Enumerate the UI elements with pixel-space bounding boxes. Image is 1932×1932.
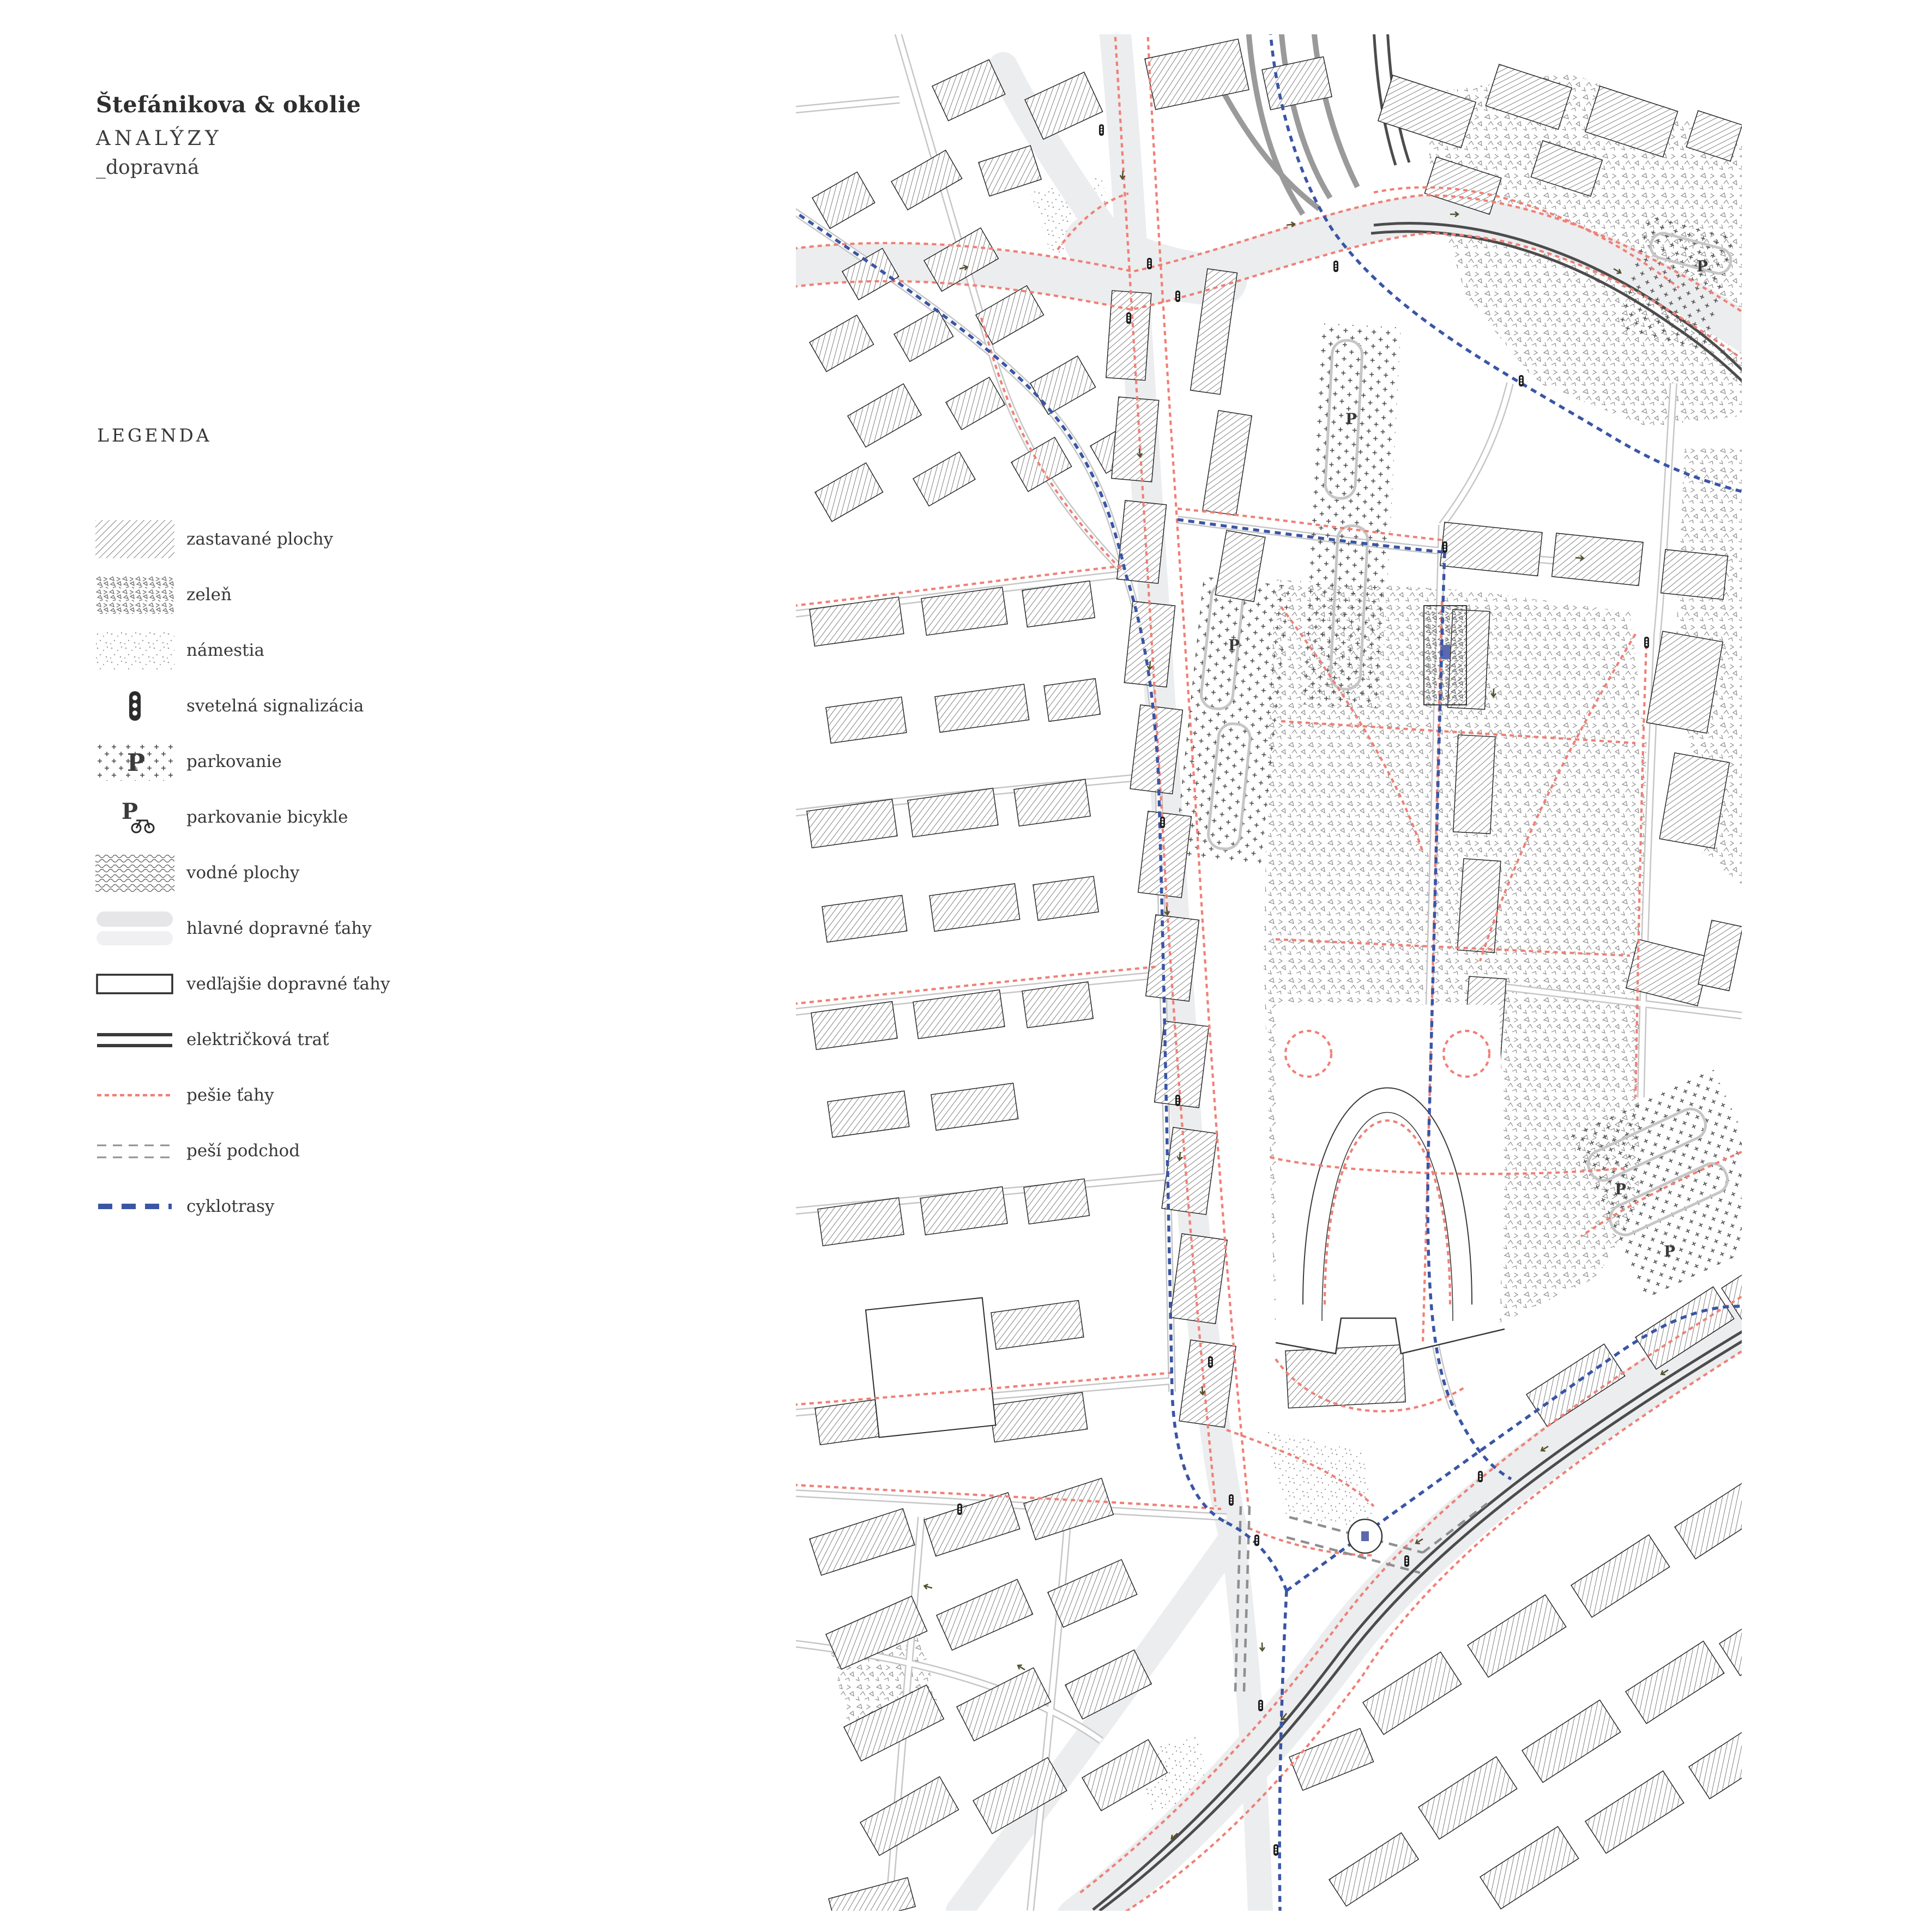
underpass-swatch <box>95 1123 174 1179</box>
legend-item-cyklotrasy: cyklotrasy <box>95 1179 390 1234</box>
svg-text:P: P <box>1664 1242 1676 1260</box>
pedestrian-route-swatch <box>95 1067 174 1123</box>
legend-item-pesi-podchod: peší podchod <box>95 1123 390 1179</box>
bike-parking-icon <box>95 789 174 845</box>
tram-line-swatch <box>95 1012 174 1067</box>
legend-item-svetelna-signalizacia: svetelná signalizácia <box>95 678 390 734</box>
greenery-swatch <box>95 567 174 623</box>
squares-swatch <box>95 623 174 678</box>
transport-analysis-map <box>796 34 1742 1911</box>
parking-swatch <box>95 734 174 789</box>
legend-item-zastavane-plochy: zastavané plochy <box>95 511 390 567</box>
legend-heading: LEGENDA <box>97 425 212 446</box>
svg-text:P: P <box>1345 410 1357 428</box>
svg-text:P: P <box>1696 257 1708 275</box>
traffic-light-icon <box>95 678 174 734</box>
analysis-layer-label: _dopravná <box>96 156 200 179</box>
svg-text:P: P <box>122 799 138 824</box>
legend-item-parkovanie: P parkovanie <box>95 734 390 789</box>
main-roads-swatch <box>95 901 174 956</box>
legend-item-pesie-tahy: pešie ťahy <box>95 1067 390 1123</box>
cycle-route-swatch <box>95 1179 174 1234</box>
svg-text:P: P <box>1615 1180 1627 1198</box>
secondary-roads-swatch <box>95 956 174 1012</box>
map-drawing <box>796 34 1742 1911</box>
parking-letter: P <box>127 749 146 777</box>
water-swatch <box>95 845 174 901</box>
built-up-swatch <box>95 511 174 567</box>
header <box>96 92 361 179</box>
legend-item-hlavne-dopravne-tahy: hlavné dopravné ťahy <box>95 901 390 956</box>
legend-item-namestia: námestia <box>95 623 390 678</box>
legend-item-parkovanie-bicykle: P parkovanie bicykle <box>95 789 390 845</box>
legend-item-elektrickova-trat: električková trať <box>95 1012 390 1067</box>
legend <box>95 511 390 1234</box>
svg-text:P: P <box>1228 636 1240 654</box>
fountain <box>1348 1519 1382 1553</box>
page-title: Štefánikova & okolie <box>96 92 361 118</box>
page-subtitle: ANALÝZY <box>96 126 222 150</box>
legend-item-vodne-plochy: vodné plochy <box>95 845 390 901</box>
legend-item-zelen: zeleň <box>95 567 390 623</box>
legend-item-vedlajsie-dopravne-tahy: vedľajšie dopravné ťahy <box>95 956 390 1012</box>
